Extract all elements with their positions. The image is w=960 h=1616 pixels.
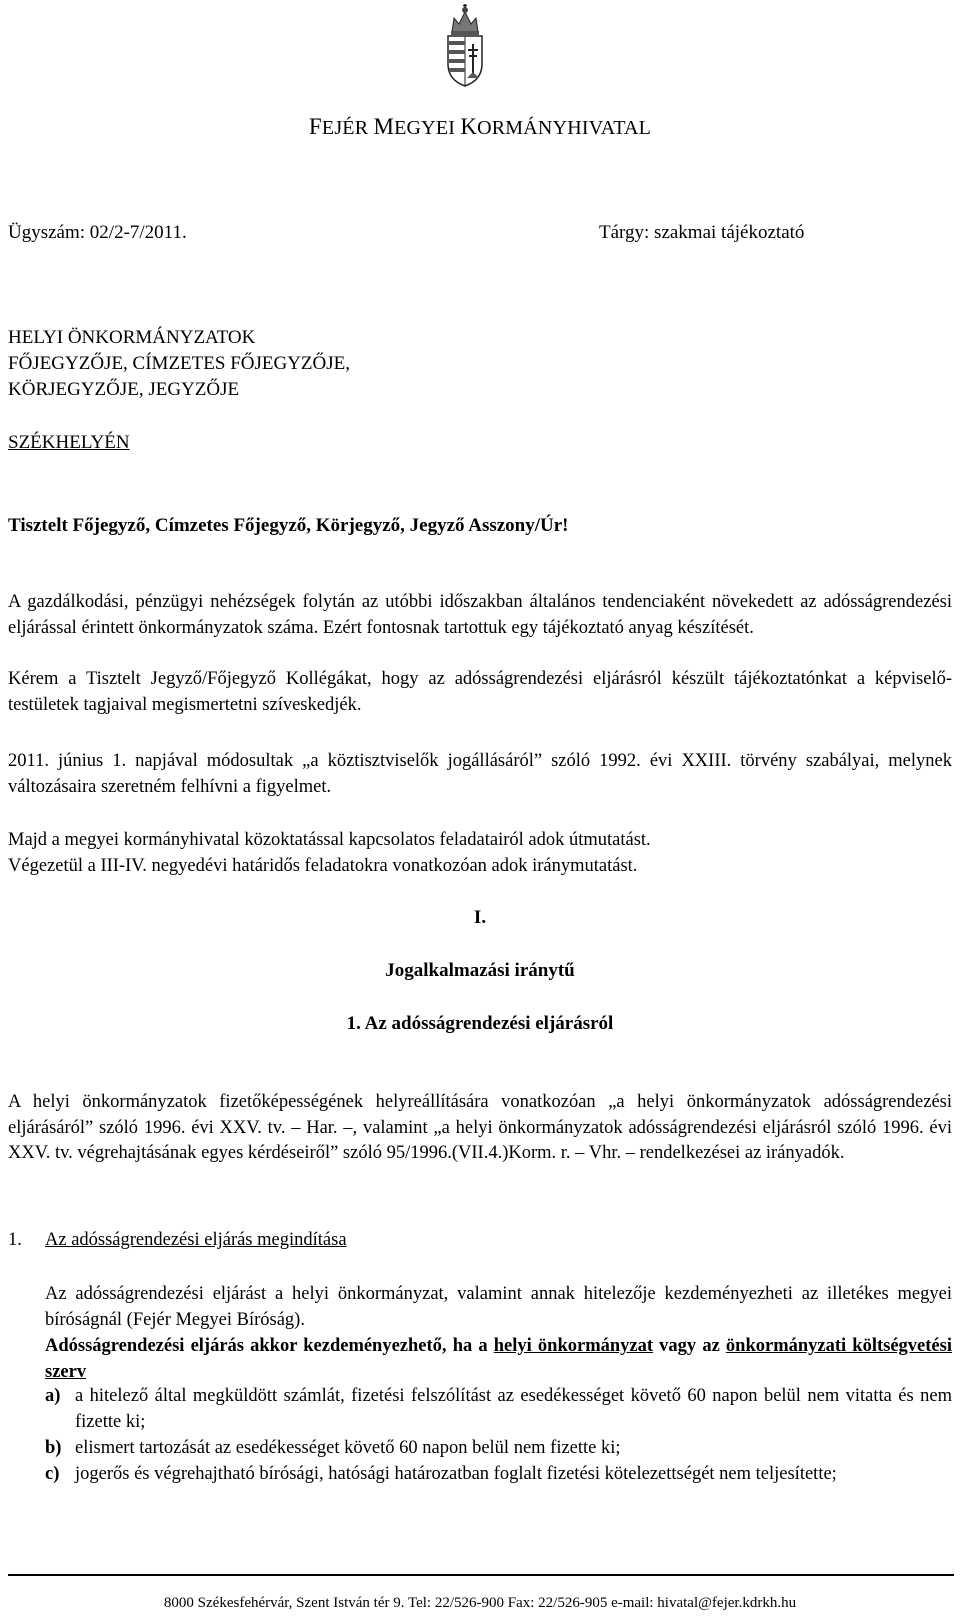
intro-paragraph-1: A gazdálkodási, pénzügyi nehézségek folytán az utóbbi időszakban általános tendenciaként növekedett az adósságrendezési eljárással érintett önkormányzatok száma. Ezért fontosnak tartottuk egy tájékoztató anyag készítését.: [8, 592, 952, 638]
addressee-line-3: KÖRJEGYZŐJE, JEGYZŐJE: [8, 379, 240, 400]
footer-contact: 8000 Székesfehérvár, Szent István tér 9. Tel: 22/526-900 Fax: 22/526-905 e-mail: hivatal@fejer.kdrkh.hu: [163, 1595, 797, 1611]
list-marker: c): [45, 1464, 60, 1484]
item-number: 1.: [8, 1230, 22, 1250]
section-subtitle: 1. Az adósságrendezési eljárásról: [346, 1013, 614, 1034]
list-marker: a): [45, 1386, 61, 1406]
section-title: Jogalkalmazási iránytű: [385, 960, 575, 981]
conditions-paragraph: Adósságrendezési eljárás akkor kezdeményezhető, ha a helyi önkormányzat vagy az önkormányzati költségvetési szerv: [45, 1336, 952, 1382]
office-name: FEJÉR MEGYEI KORMÁNYHIVATAL: [308, 114, 652, 139]
intro-paragraph-4a: Majd a megyei kormányhivatal közoktatással kapcsolatos feladatairól adok útmutatást.: [8, 830, 651, 850]
intro-paragraph-3: 2011. június 1. napjával módosultak „a köztisztviselők jogállásáról” szóló 1992. évi XXIII. törvény szabályai, melynek változásaira szeretném felhívni a figyelmet.: [8, 751, 952, 797]
list-text: jogerős és végrehajtható bírósági, hatósági határozatban foglalt fizetési kötelezettségét nem teljesítette;: [75, 1464, 837, 1484]
list-text: elismert tartozását az esedékességet követő 60 napon belül nem fizette ki;: [75, 1438, 621, 1458]
initiation-paragraph: Az adósságrendezési eljárást a helyi önkormányzat, valamint annak hitelezője kezdeményezheti az illetékes megyei bíróságnál (Fejér Megyei Bíróság).: [45, 1284, 952, 1330]
addressee-line-2: FŐJEGYZŐJE, CÍMZETES FŐJEGYZŐJE,: [8, 353, 350, 374]
addressee-line-1: HELYI ÖNKORMÁNYZATOK: [8, 327, 256, 348]
list-item: [45, 1462, 952, 1488]
item-title: Az adósságrendezési eljárás megindítása: [45, 1230, 347, 1250]
intro-paragraph-4b: Végezetül a III-IV. negyedévi határidős feladatokra vonatkozóan adok iránymutatást.: [8, 856, 638, 876]
case-number: Ügyszám: 02/2-7/2011.: [8, 222, 187, 243]
list-marker: b): [45, 1438, 62, 1458]
list-item: [45, 1384, 952, 1435]
addressee-location: SZÉKHELYÉN: [8, 432, 130, 453]
section-roman-numeral: I.: [473, 907, 487, 928]
subject: Tárgy: szakmai tájékoztató: [599, 222, 805, 243]
list-item: [45, 1436, 952, 1462]
list-text: a hitelező által megküldött számlát, fizetési felszólítást az esedékességet követő 60 napon belül nem vitatta és nem fizette ki;: [75, 1386, 952, 1432]
salutation: Tisztelt Főjegyző, Címzetes Főjegyző, Körjegyző, Jegyző Asszony/Úr!: [8, 515, 569, 536]
legal-basis-paragraph: A helyi önkormányzatok fizetőképességének helyreállítására vonatkozóan „a helyi önkormányzatok adósságrendezési eljárásáról” szóló 1996. évi XXV. tv. – Har. –, valamint „a helyi önkormányzatok adósságrendezési eljárásról szóló 1996. évi XXV. tv. végrehajtásának egyes kérdéseiről” szóló 95/1996.(VII.4.)Korm. r. – Vhr. – rendelkezései az irányadók.: [8, 1092, 952, 1163]
coat-of-arms-emblem: [440, 2, 490, 88]
footer-divider: [8, 1574, 954, 1576]
intro-paragraph-2: Kérem a Tisztelt Jegyző/Főjegyző Kollégákat, hogy az adósságrendezési eljárásról készült tájékoztatónkat a képviselő-testületek tagjaival megismertetni szíveskedjék.: [8, 669, 952, 715]
